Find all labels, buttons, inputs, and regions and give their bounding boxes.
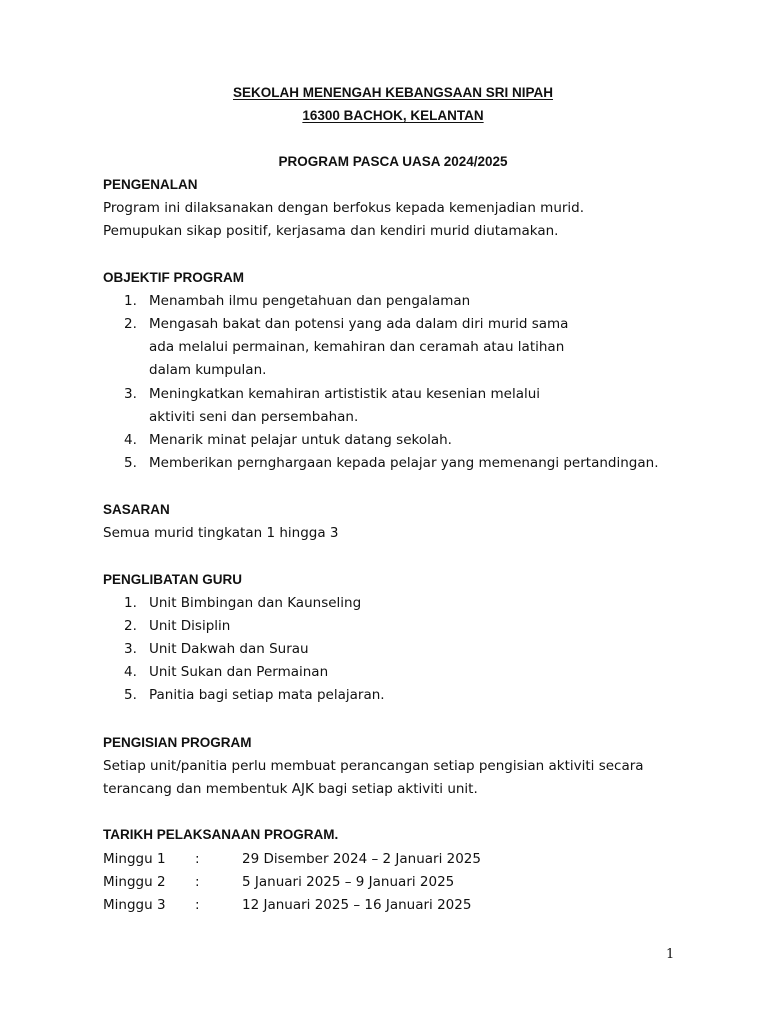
school-name: SEKOLAH MENENGAH KEBANGSAAN SRI NIPAH — [232, 85, 554, 100]
section-title-penglibatan-guru: PENGLIBATAN GURU — [103, 572, 242, 587]
list-item-number: 2. — [124, 618, 137, 634]
list-item-number: 4. — [124, 664, 137, 680]
schedule-dates: 29 Disember 2024 – 2 Januari 2025 — [242, 851, 481, 867]
schedule-separator: : — [195, 897, 200, 913]
teacher-unit-text: Unit Dakwah dan Surau — [149, 641, 309, 657]
pengisian-line: terancang dan membentuk AJK bagi setiap aktiviti unit. — [103, 781, 478, 797]
objective-item-text: Menambah ilmu pengetahuan dan pengalaman — [149, 293, 471, 309]
objective-item-text: Meningkatkan kemahiran artististik atau kesenian melalui — [149, 386, 541, 402]
pengisian-line: Setiap unit/panitia perlu membuat perancangan setiap pengisian aktiviti secara — [103, 758, 644, 774]
schedule-week: Minggu 2 — [103, 874, 166, 890]
schedule-week: Minggu 1 — [103, 851, 166, 867]
program-title: PROGRAM PASCA UASA 2024/2025 — [278, 154, 508, 169]
objective-item-text: aktiviti seni dan persembahan. — [149, 409, 359, 425]
list-item-number: 5. — [124, 687, 137, 703]
pengenalan-line: Program ini dilaksanakan dengan berfokus kepada kemenjadian murid. — [103, 200, 585, 216]
list-item-number: 1. — [124, 293, 137, 309]
sasaran-text: Semua murid tingkatan 1 hingga 3 — [103, 525, 339, 541]
objective-item-text: ada melalui permainan, kemahiran dan ceramah atau latihan — [149, 339, 565, 355]
teacher-unit-text: Unit Bimbingan dan Kaunseling — [149, 595, 362, 611]
school-address: 16300 BACHOK, KELANTAN — [302, 108, 484, 123]
objective-item-text: Memberikan pernghargaan kepada pelajar yang memenangi pertandingan. — [149, 455, 659, 471]
teacher-unit-text: Panitia bagi setiap mata pelajaran. — [149, 687, 385, 703]
list-item-number: 5. — [124, 455, 137, 471]
list-item-number: 2. — [124, 316, 137, 332]
objective-item-text: Mengasah bakat dan potensi yang ada dalam diri murid sama — [149, 316, 569, 332]
schedule-week: Minggu 3 — [103, 897, 166, 913]
section-title-pengenalan: PENGENALAN — [103, 177, 198, 192]
section-title-sasaran: SASARAN — [103, 502, 170, 517]
schedule-dates: 5 Januari 2025 – 9 Januari 2025 — [242, 874, 455, 890]
list-item-number: 4. — [124, 432, 137, 448]
objective-item-text: Menarik minat pelajar untuk datang sekolah. — [149, 432, 452, 448]
schedule-dates: 12 Januari 2025 – 16 Januari 2025 — [242, 897, 472, 913]
page-number: 1 — [666, 947, 675, 962]
teacher-unit-text: Unit Disiplin — [149, 618, 231, 634]
list-item-number: 1. — [124, 595, 137, 611]
section-title-tarikh-pelaksanaan: TARIKH PELAKSANAAN PROGRAM. — [103, 827, 339, 842]
list-item-number: 3. — [124, 641, 137, 657]
schedule-separator: : — [195, 851, 200, 867]
section-title-pengisian-program: PENGISIAN PROGRAM — [103, 735, 252, 750]
schedule-separator: : — [195, 874, 200, 890]
section-title-objektif: OBJEKTIF PROGRAM — [103, 270, 245, 285]
objective-item-text: dalam kumpulan. — [149, 362, 267, 378]
pengenalan-line: Pemupukan sikap positif, kerjasama dan kendiri murid diutamakan. — [103, 223, 559, 239]
list-item-number: 3. — [124, 386, 137, 402]
teacher-unit-text: Unit Sukan dan Permainan — [149, 664, 329, 680]
